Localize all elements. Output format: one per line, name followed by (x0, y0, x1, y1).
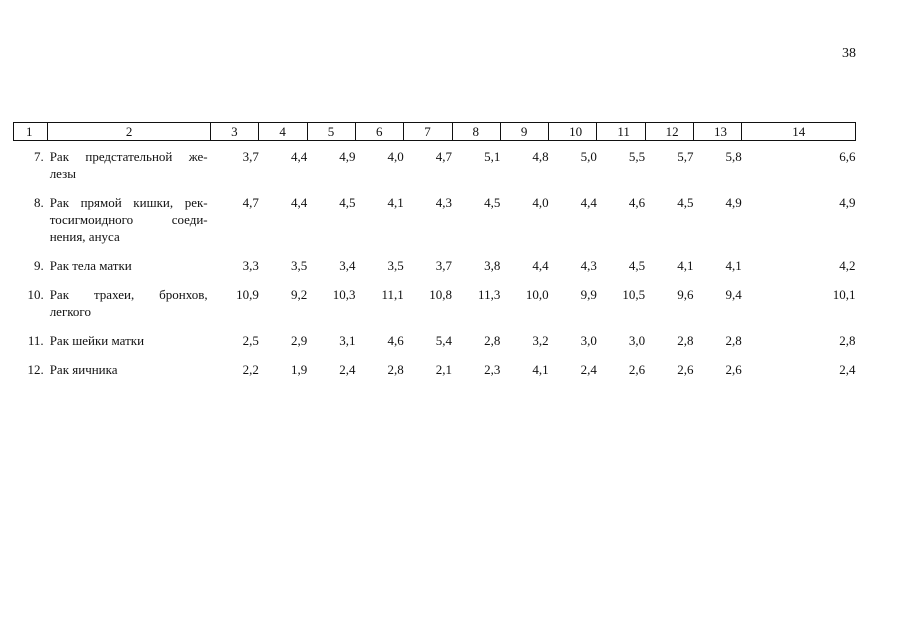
row-value: 4,2 (839, 258, 856, 273)
row-value: 5,5 (628, 149, 646, 164)
header-cell: 2 (48, 123, 211, 141)
header-cell: 4 (259, 123, 307, 141)
row-value: 2,6 (725, 362, 742, 377)
row-value: 4,5 (628, 258, 646, 273)
row-value: 2,2 (242, 362, 259, 377)
row-value: 4,9 (839, 195, 856, 210)
row-value: 5,7 (677, 149, 694, 164)
row-value: 2,9 (290, 333, 308, 348)
row-value: 2,8 (725, 333, 742, 348)
header-cell: 7 (404, 123, 452, 141)
row-value: 6,6 (839, 149, 856, 164)
row-value: 11,1 (381, 287, 404, 302)
row-value: 4,6 (628, 195, 646, 210)
row-value: 2,3 (484, 362, 501, 377)
row-value: 4,3 (580, 258, 597, 273)
row-value: 2,8 (677, 333, 694, 348)
row-value: 4,9 (339, 149, 356, 164)
row-value: 2,1 (435, 362, 453, 377)
row-value: 11,3 (478, 287, 501, 302)
row-name: Рак трахеи, бронхов, легкого (49, 287, 208, 319)
row-value: 4,9 (725, 195, 742, 210)
row-value: 4,1 (532, 362, 549, 377)
row-value: 2,4 (339, 362, 356, 377)
row-name: Рак шейки матки (49, 333, 145, 348)
header-cell: 6 (355, 123, 403, 141)
table-header-row (14, 123, 856, 141)
row-value: 4,7 (242, 195, 259, 210)
data-table (13, 122, 856, 390)
row-index: 10. (27, 287, 44, 302)
row-value: 3,8 (484, 258, 501, 273)
header-cell: 1 (14, 123, 48, 141)
row-value: 10,9 (236, 287, 259, 302)
page-number: 38 (842, 46, 856, 61)
row-value: 3,2 (532, 333, 549, 348)
header-cell: 9 (500, 123, 548, 141)
row-name: Рак прямой кишки, рек-тосигмоидного соеди-нения, ануса (49, 195, 208, 244)
row-value: 2,6 (677, 362, 694, 377)
row-value: 5,0 (580, 149, 597, 164)
row-value: 4,8 (532, 149, 549, 164)
row-value: 4,4 (290, 149, 308, 164)
header-cell: 5 (307, 123, 355, 141)
row-value: 9,4 (725, 287, 742, 302)
row-value: 4,5 (484, 195, 501, 210)
table-row (14, 141, 856, 195)
header-cell: 8 (452, 123, 500, 141)
table-row (14, 332, 856, 361)
row-value: 4,0 (387, 149, 404, 164)
row-value: 3,5 (387, 258, 404, 273)
row-value: 2,8 (484, 333, 501, 348)
row-value: 3,4 (339, 258, 356, 273)
row-value: 2,5 (242, 333, 259, 348)
row-value: 5,8 (725, 149, 742, 164)
row-value: 10,5 (622, 287, 646, 302)
row-value: 1,9 (290, 362, 308, 377)
row-value: 9,6 (677, 287, 694, 302)
row-value: 3,1 (339, 333, 356, 348)
row-value: 3,7 (242, 149, 259, 164)
table-body (14, 141, 856, 391)
row-index: 8. (33, 195, 44, 210)
row-value: 4,1 (725, 258, 742, 273)
table-row (14, 361, 856, 390)
row-value: 4,6 (387, 333, 404, 348)
header-cell: 12 (645, 123, 693, 141)
row-value: 4,3 (435, 195, 453, 210)
row-value: 9,2 (290, 287, 308, 302)
row-value: 4,1 (677, 258, 694, 273)
row-value: 9,9 (580, 287, 597, 302)
table-row (14, 194, 856, 257)
row-index: 7. (33, 149, 44, 164)
row-value: 4,0 (532, 195, 549, 210)
row-name: Рак яичника (49, 362, 118, 377)
row-value: 2,8 (839, 333, 856, 348)
row-value: 4,4 (580, 195, 597, 210)
row-value: 4,4 (532, 258, 549, 273)
row-name: Рак тела матки (49, 258, 132, 273)
row-value: 4,5 (339, 195, 356, 210)
table-row (14, 257, 856, 286)
row-value: 10,1 (832, 287, 856, 302)
row-value: 3,5 (290, 258, 308, 273)
header-cell: 11 (597, 123, 645, 141)
row-value: 3,7 (435, 258, 453, 273)
row-value: 10,8 (429, 287, 453, 302)
row-value: 5,1 (484, 149, 501, 164)
row-value: 4,5 (677, 195, 694, 210)
header-cell: 13 (693, 123, 741, 141)
row-value: 10,0 (525, 287, 549, 302)
row-value: 2,8 (387, 362, 404, 377)
header-cell: 14 (742, 123, 856, 141)
row-index: 12. (27, 362, 44, 377)
row-value: 3,0 (580, 333, 597, 348)
row-name: Рак предстательной же-лезы (49, 149, 208, 181)
row-value: 3,0 (628, 333, 646, 348)
header-cell: 10 (549, 123, 597, 141)
row-value: 2,4 (580, 362, 597, 377)
row-value: 10,3 (332, 287, 356, 302)
row-value: 4,4 (290, 195, 308, 210)
row-index: 11. (27, 333, 44, 348)
row-value: 2,6 (628, 362, 646, 377)
row-value: 5,4 (435, 333, 453, 348)
row-value: 4,1 (387, 195, 404, 210)
row-value: 4,7 (435, 149, 453, 164)
row-value: 2,4 (839, 362, 856, 377)
header-cell: 3 (211, 123, 259, 141)
row-value: 3,3 (242, 258, 259, 273)
row-index: 9. (33, 258, 44, 273)
table-row (14, 286, 856, 332)
